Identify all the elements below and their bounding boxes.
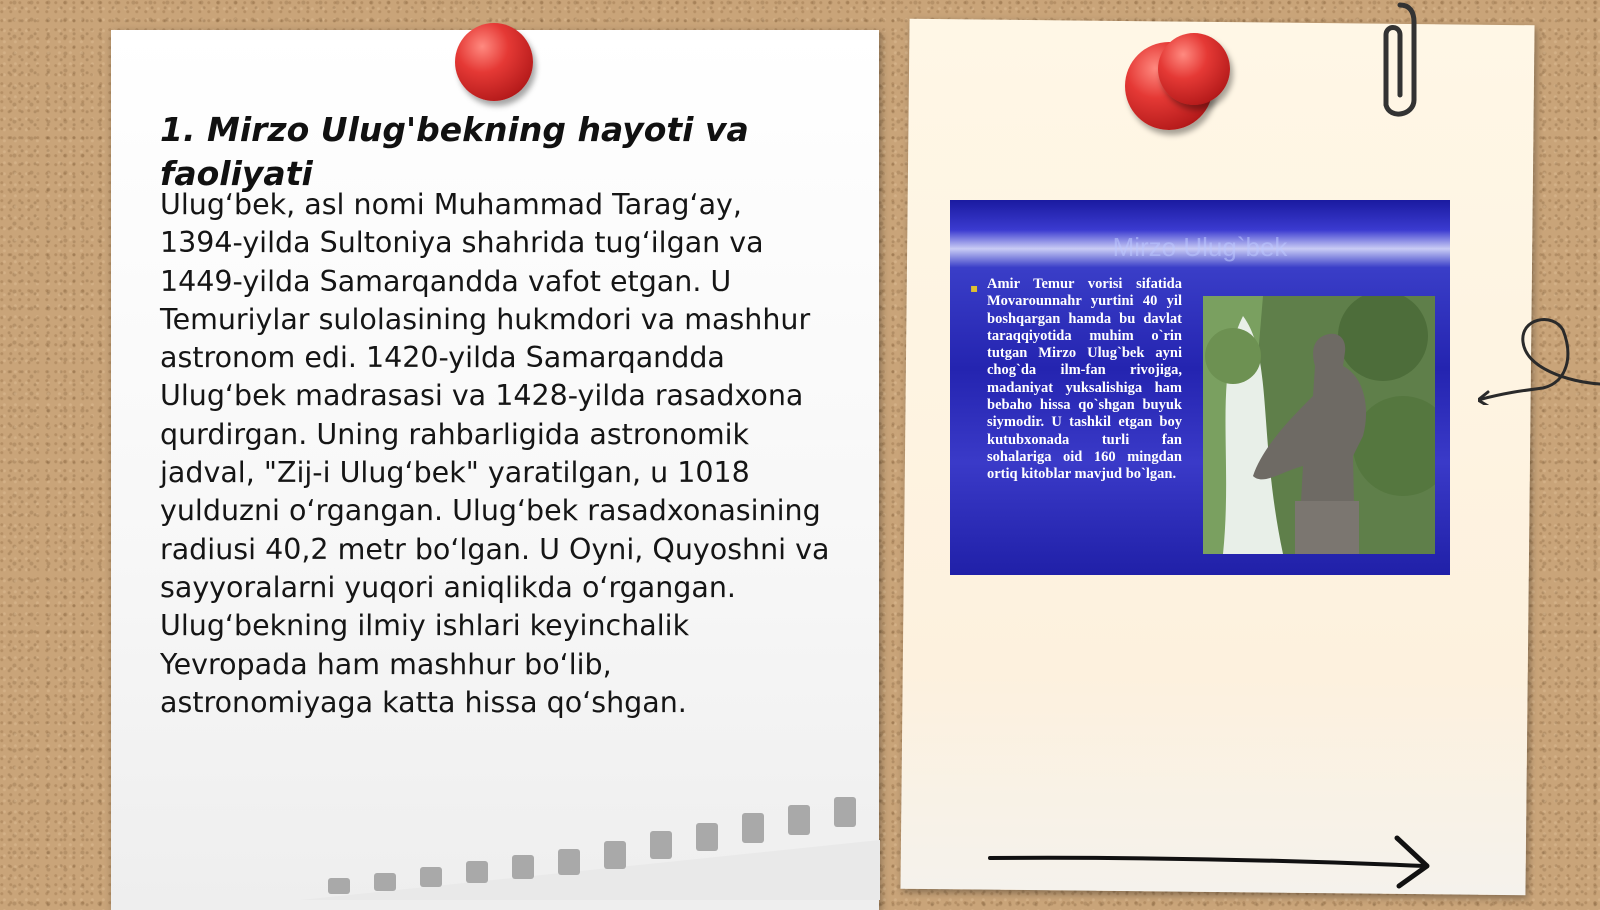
section-title: 1. Mirzo Ulug'bekning hayoti va faoliyati xyxy=(160,110,749,193)
statue-photo xyxy=(1203,296,1435,554)
slide-title: Mirzo Ulug`bek xyxy=(1112,232,1288,262)
arrow-right-icon xyxy=(985,830,1445,890)
bullet-icon: ▪ xyxy=(970,281,979,295)
slide-image xyxy=(950,200,1450,575)
torn-paper-decoration xyxy=(300,795,880,900)
slide-body-text: Amir Temur vorisi sifatida Movarounnahr yurtini 40 yil boshqargan hamda bu davlat taraqqiyotida muhim o`rin tutgan Mirzo Ulug`bek ayni chog`da ilm-fan rivojiga, madaniyat yuksalishiga ham bebaho hissa qo`shgan buyuk siymodir. U tashkil etgan boy kutubxonada turli fan sohalariga oid 160 mingdan ortiq kitoblar mavjud bo`lgan. xyxy=(987,276,1182,483)
red-pushpin-icon xyxy=(455,23,533,101)
biography-paragraph: Ulugʻbek, asl nomi Muhammad Taragʻay, 1394-yilda Sultoniya shahrida tugʻilgan va 1449-yilda Samarqandda vafot etgan. U Temuriylar sulolasining hukmdori va mashhur astronom edi. 1420-yilda Samarqandda Ulugʻbek madrasasi va 1428-yilda rasadxona qurdirgan. Uning rahbarligida astronomik jadval, "Zij-i Ulugʻbek" yaratilgan, u 1018 yulduzni oʻrgangan. Ulugʻbek rasadxonasining radiusi 40,2 metr boʻlgan. U Oyni, Quyoshni va sayyoralarni yuqori aniqlikda oʻrgangan. Ulugʻbekning ilmiy ishlari keyinchalik Yevropada ham mashhur boʻlib, astronomiyaga katta hissa qoʻshgan. xyxy=(160,188,830,719)
paperclip-icon xyxy=(1370,0,1420,125)
loop-string-decoration xyxy=(1478,310,1600,405)
red-pushpin-icon xyxy=(1158,33,1230,105)
